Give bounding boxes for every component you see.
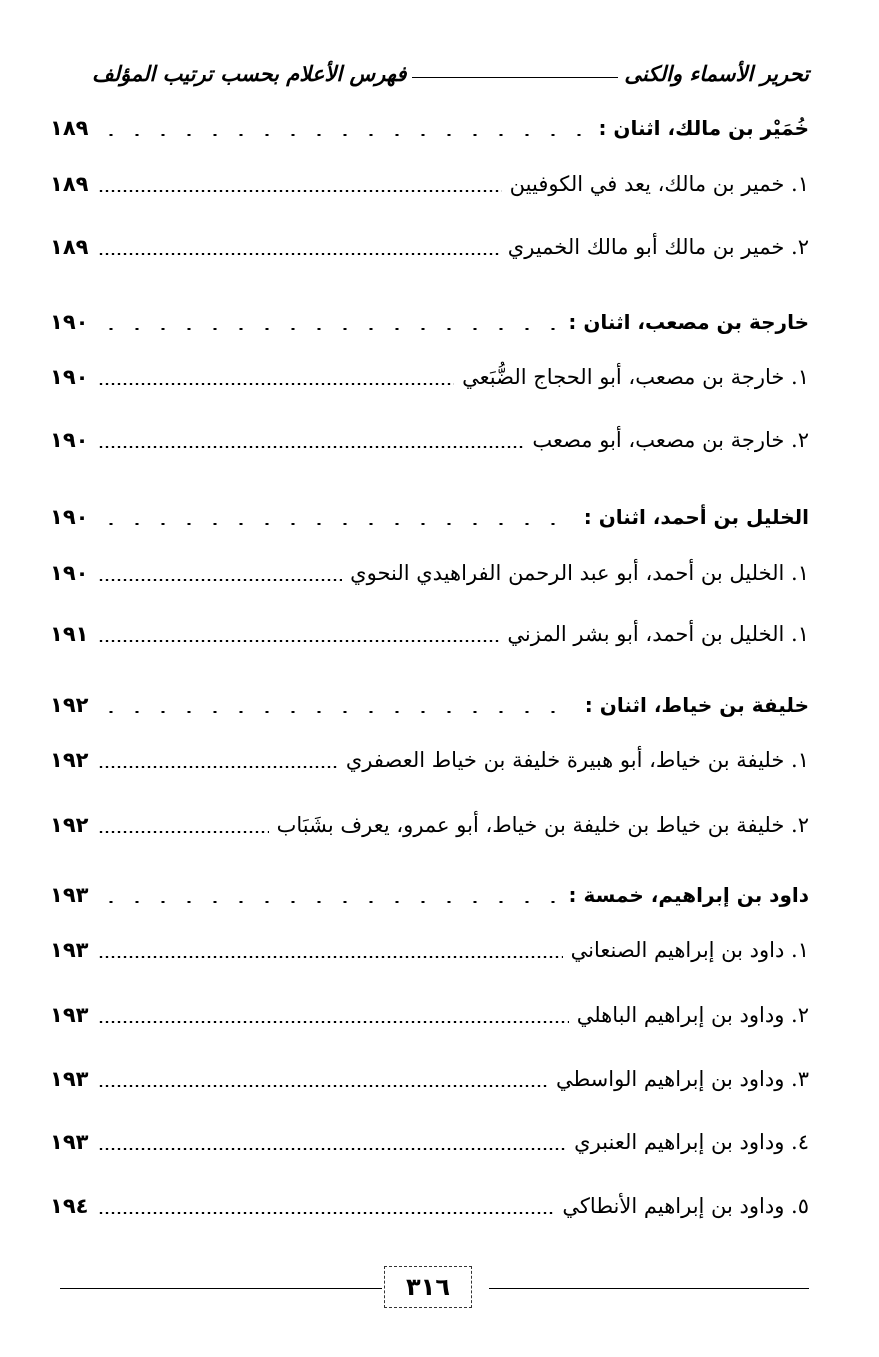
index-entry — [50, 420, 809, 460]
entry-label: داود بن إبراهيم، خمسة : — [568, 883, 809, 907]
dot-leader — [98, 766, 338, 768]
index-entry — [50, 1059, 809, 1099]
index-entry — [50, 357, 809, 397]
entry-label: الخليل بن أحمد، اثنان : — [583, 505, 809, 529]
dot-leader — [98, 190, 502, 192]
entry-label: ٢. خليفة بن خياط بن خليفة بن خياط، أبو عمرو، يعرف بشَبَاب — [276, 813, 809, 837]
entry-label: ١. خارجة بن مصعب، أبو الحجاج الضُّبَعي — [462, 365, 809, 389]
dot-leader — [98, 328, 560, 330]
entry-page-number: ١٩٢ — [50, 813, 89, 837]
dot-leader — [98, 253, 500, 255]
index-group-heading — [50, 302, 809, 342]
index-entry — [50, 164, 809, 204]
entry-label: خُمَيْر بن مالك، اثنان : — [598, 116, 809, 140]
index-entry — [50, 805, 809, 845]
index-group-heading — [50, 685, 809, 725]
entry-label: ١. خليفة بن خياط، أبو هبيرة خليفة بن خياط العصفري — [345, 748, 809, 772]
entry-page-number: ١٩٠ — [50, 505, 89, 529]
index-entry — [50, 227, 809, 267]
entry-label: ٢. خمير بن مالك أبو مالك الخميري — [507, 235, 809, 259]
entry-page-number: ١٨٩ — [50, 172, 89, 196]
index-entry — [50, 1122, 809, 1162]
dot-leader — [98, 711, 577, 713]
footer-rule-right — [489, 1288, 809, 1289]
dot-leader — [98, 831, 269, 833]
entry-label: ١. خمير بن مالك، يعد في الكوفيين — [509, 172, 809, 196]
page-footer — [60, 1262, 809, 1312]
index-group-heading — [50, 108, 809, 148]
entry-page-number: ١٨٩ — [50, 235, 89, 259]
header-rule — [412, 77, 618, 78]
entry-label: خارجة بن مصعب، اثنان : — [568, 310, 809, 334]
entry-label: ٢. وداود بن إبراهيم الباهلي — [576, 1003, 809, 1027]
entry-page-number: ١٩٣ — [50, 1003, 89, 1027]
page-number-box: ٣١٦ — [384, 1266, 472, 1308]
entry-label: خليفة بن خياط، اثنان : — [584, 693, 809, 717]
dot-leader — [98, 446, 524, 448]
footer-rule-left — [60, 1288, 382, 1289]
dot-leader — [98, 956, 563, 958]
entry-label: ١. داود بن إبراهيم الصنعاني — [570, 938, 809, 962]
index-entry — [50, 995, 809, 1035]
dot-leader — [98, 1085, 548, 1087]
entry-page-number: ١٩٣ — [50, 938, 89, 962]
dot-leader — [98, 1212, 554, 1214]
entry-page-number: ١٩٢ — [50, 693, 89, 717]
entry-page-number: ١٩٠ — [50, 428, 89, 452]
dot-leader — [98, 1148, 566, 1150]
dot-leader — [98, 383, 454, 385]
entry-page-number: ١٩٠ — [50, 561, 89, 585]
index-entry — [50, 614, 809, 654]
entry-page-number: ١٩١ — [50, 622, 89, 646]
entry-page-number: ١٩٤ — [50, 1194, 89, 1218]
running-header — [92, 52, 809, 86]
entry-page-number: ١٩٠ — [50, 365, 89, 389]
entry-page-number: ١٩٠ — [50, 310, 89, 334]
index-entry — [50, 553, 809, 593]
dot-leader — [98, 640, 499, 642]
index-group-heading — [50, 875, 809, 915]
header-section-title: فهرس الأعلام بحسب ترتيب المؤلف — [92, 61, 407, 86]
entry-page-number: ١٩٢ — [50, 748, 89, 772]
index-entry — [50, 740, 809, 780]
dot-leader — [98, 901, 561, 903]
entry-label: ٥. وداود بن إبراهيم الأنطاكي — [562, 1194, 809, 1218]
dot-leader — [98, 523, 576, 525]
header-book-title: تحرير الأسماء والكنى — [624, 61, 809, 86]
dot-leader — [98, 579, 342, 581]
index-entry — [50, 930, 809, 970]
entry-label: ٢. خارجة بن مصعب، أبو مصعب — [532, 428, 809, 452]
entry-page-number: ١٩٣ — [50, 1067, 89, 1091]
entry-label: ٣. وداود بن إبراهيم الواسطي — [555, 1067, 809, 1091]
dot-leader — [98, 134, 590, 136]
entry-page-number: ١٩٣ — [50, 1130, 89, 1154]
entry-label: ١. الخليل بن أحمد، أبو عبد الرحمن الفراهيدي النحوي — [350, 561, 809, 585]
index-group-heading — [50, 497, 809, 537]
entry-page-number: ١٨٩ — [50, 116, 89, 140]
entry-label: ١. الخليل بن أحمد، أبو بشر المزني — [507, 622, 809, 646]
entry-page-number: ١٩٣ — [50, 883, 89, 907]
entry-label: ٤. وداود بن إبراهيم العنبري — [574, 1130, 809, 1154]
index-entry — [50, 1186, 809, 1226]
dot-leader — [98, 1021, 569, 1023]
